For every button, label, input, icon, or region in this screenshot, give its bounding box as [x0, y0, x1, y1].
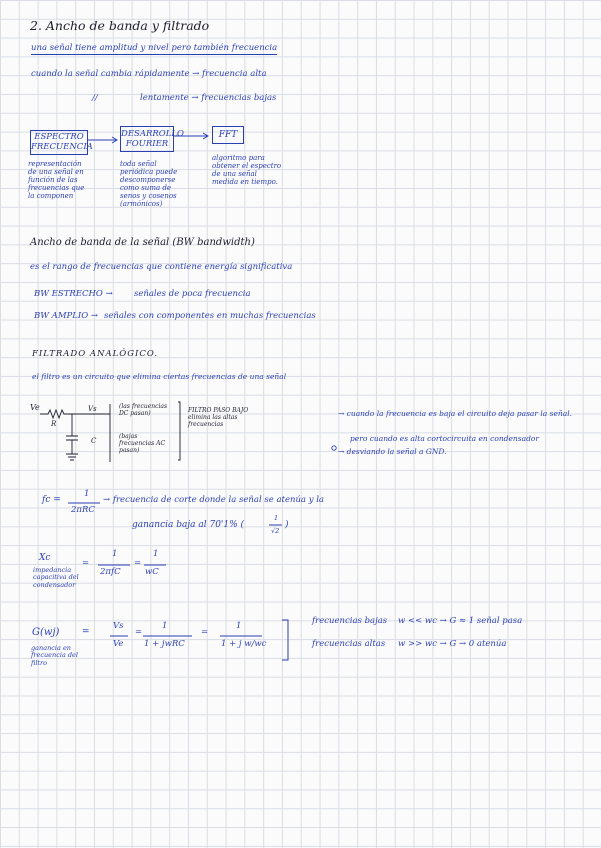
spectrum-box: ESPECTRO FRECUENCIA — [30, 130, 88, 155]
gain-bracket — [282, 620, 288, 660]
arrow-fourier-to-fft — [174, 133, 208, 139]
gain-equals-3: = — [201, 627, 209, 637]
circuit-ground — [66, 440, 78, 460]
filter-definition: el filtro es un circuito que elimina ciertas frecuencias de una señal — [32, 372, 287, 381]
xc-numerator-1: 1 — [112, 549, 118, 559]
bandwidth-definition: es el rango de frecuencias que contiene energía significativa — [30, 262, 293, 272]
spectrum-description: representación de una señal en función de las frecuencias que la componen — [28, 160, 85, 201]
gain-denominator-3: 1 + j w/wc — [221, 639, 267, 649]
capacitor-label: C — [91, 437, 97, 445]
intro-line-2: cuando la señal cambia rápidamente → frecuencia alta — [31, 69, 267, 79]
xc-lhs: Xc — [39, 553, 51, 563]
fourier-box: DESARROLLO FOURIER — [120, 126, 174, 152]
xc-equals: = — [82, 558, 90, 568]
input-voltage-label: Ve — [30, 403, 40, 412]
cutoff-denominator: 2πRC — [71, 505, 95, 515]
narrow-bw-text: señales de poca frecuencia — [134, 289, 251, 299]
low-freq-note: (las frecuencias DC pasan) — [119, 403, 168, 417]
cutoff-gain-text: ganancia baja al 70'1% ( — [132, 520, 245, 530]
narrow-bw-label: BW ESTRECHO → — [34, 289, 113, 299]
cutoff-lhs: fc = — [42, 495, 61, 505]
cutoff-gain-frac-num: 1 — [274, 514, 279, 522]
gain-equals: = — [82, 627, 90, 637]
xc-denominator-2: wC — [145, 567, 159, 577]
xc-numerator-2: 1 — [153, 549, 159, 559]
bandwidth-title: Ancho de banda de la señal (BW bandwidth) — [30, 237, 255, 248]
circuit-note-2: pero cuando es alta cortocircuita en condensador — [350, 434, 539, 443]
gain-equals-2: = — [135, 627, 143, 637]
filter-brace — [178, 402, 180, 460]
gain-denominator-2: 1 + jwRC — [144, 639, 185, 649]
high-freq-note: (bajas frecuencias AC pasan) — [119, 433, 166, 454]
resistor-label: R — [51, 420, 57, 428]
wide-bw-text: señales con componentes en muchas frecuencias — [104, 311, 316, 321]
cutoff-numerator: 1 — [84, 489, 90, 499]
output-voltage-label: Vs — [88, 405, 97, 413]
intro-line-1: una señal tiene amplitud y nivel pero también frecuencia — [31, 43, 278, 53]
gain-denominator-1: Ve — [113, 639, 124, 649]
gain-numerator-1: Vs — [113, 621, 124, 631]
circuit-note-3: → desviando la señal a GND. — [338, 447, 447, 456]
low-freq-label: frecuencias bajas — [312, 616, 388, 626]
circuit-capacitor-plates — [66, 436, 78, 440]
arrow-spectrum-to-fourier — [88, 137, 117, 143]
note-bullet — [332, 446, 336, 450]
cutoff-gain-close: ) — [285, 520, 289, 530]
fft-description: algoritmo para obtener el espectro de una señal medida en tiempo. — [212, 154, 282, 187]
high-freq-label: frecuencias altas — [312, 639, 386, 649]
filter-title: FILTRADO ANALÓGICO. — [32, 349, 159, 359]
page-title: 2. Ancho de banda y filtrado — [30, 18, 210, 33]
gain-numerator-2: 1 — [162, 621, 168, 631]
cutoff-gain-frac-den: √2 — [271, 527, 280, 535]
xc-description: impedancia capacitiva del condensador — [33, 566, 79, 589]
circuit-note-1: → cuando la frecuencia es baja el circuito deja pasar la señal. — [338, 409, 572, 418]
fft-box: FFT — [212, 126, 244, 144]
gain-description: ganancia en frecuencia del filtro — [31, 644, 78, 667]
xc-equals-2: = — [134, 558, 142, 568]
wide-bw-label: BW AMPLIO → — [34, 311, 99, 321]
gain-numerator-3: 1 — [236, 621, 242, 631]
fourier-description: toda señal periódica puede descomponerse como suma de senos y cosenos (armónicos) — [120, 160, 178, 209]
high-freq-relation: w >> wc → G → 0 atenúa — [398, 639, 507, 649]
low-freq-relation: w << wc → G ≈ 1 señal pasa — [398, 616, 523, 626]
filter-type-note: FILTRO PASO BAJO elimina las altas frecuencias — [188, 407, 249, 428]
gain-lhs: G(wj) — [32, 627, 60, 638]
intro-line-3: lentamente → frecuencias bajas — [140, 93, 277, 103]
xc-denominator-1: 2πfC — [100, 567, 121, 577]
cutoff-description: → frecuencia de corte donde la señal se atenúa y la — [103, 495, 324, 505]
circuit-resistor-wire — [40, 410, 110, 418]
intro-ditto-mark: // — [92, 93, 98, 103]
